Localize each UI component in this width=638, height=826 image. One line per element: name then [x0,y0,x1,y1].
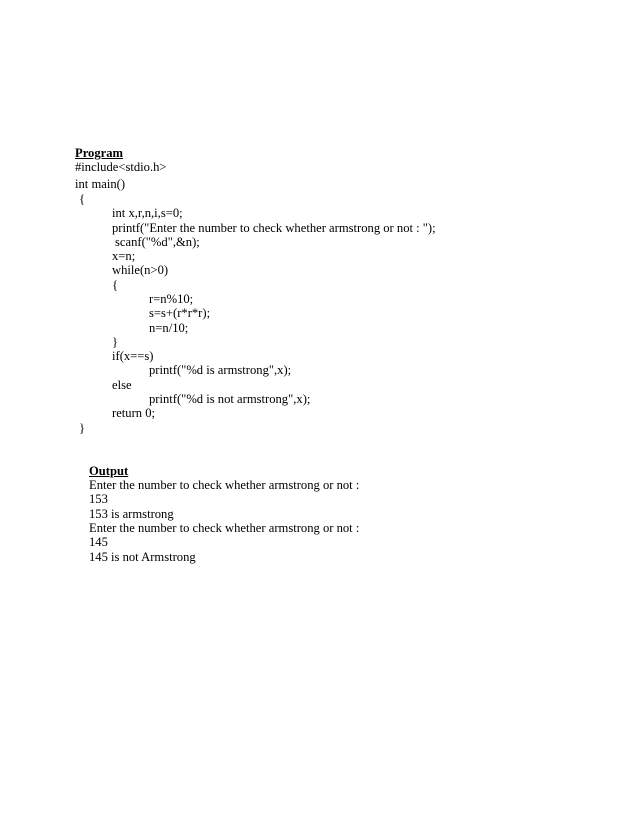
code-line: x=n; [112,249,136,263]
output-heading: Output [89,464,129,478]
output-line: 145 [89,535,108,549]
code-line: int main() [75,177,126,191]
code-line: printf("%d is armstrong",x); [149,363,292,377]
code-line: else [112,378,132,392]
program-heading: Program [75,146,124,160]
code-line: printf("Enter the number to check whether armstrong or not : "); [112,221,436,235]
code-line: { [112,278,119,292]
output-line: 153 [89,492,108,506]
code-line: #include<stdio.h> [75,160,167,174]
code-line: } [79,421,86,435]
output-line: 153 is armstrong [89,507,174,521]
code-line: return 0; [112,406,156,420]
code-line: { [79,192,86,206]
code-line: scanf("%d",&n); [115,235,200,249]
code-line: } [112,335,119,349]
code-line: s=s+(r*r*r); [149,306,211,320]
code-line: if(x==s) [112,349,154,363]
code-line: r=n%10; [149,292,194,306]
code-line: while(n>0) [112,263,169,277]
output-line: Enter the number to check whether armstrong or not : [89,521,360,535]
code-line: n=n/10; [149,321,189,335]
code-line: printf("%d is not armstrong",x); [149,392,311,406]
code-line: int x,r,n,i,s=0; [112,206,183,220]
output-line: Enter the number to check whether armstrong or not : [89,478,360,492]
output-line: 145 is not Armstrong [89,550,196,564]
